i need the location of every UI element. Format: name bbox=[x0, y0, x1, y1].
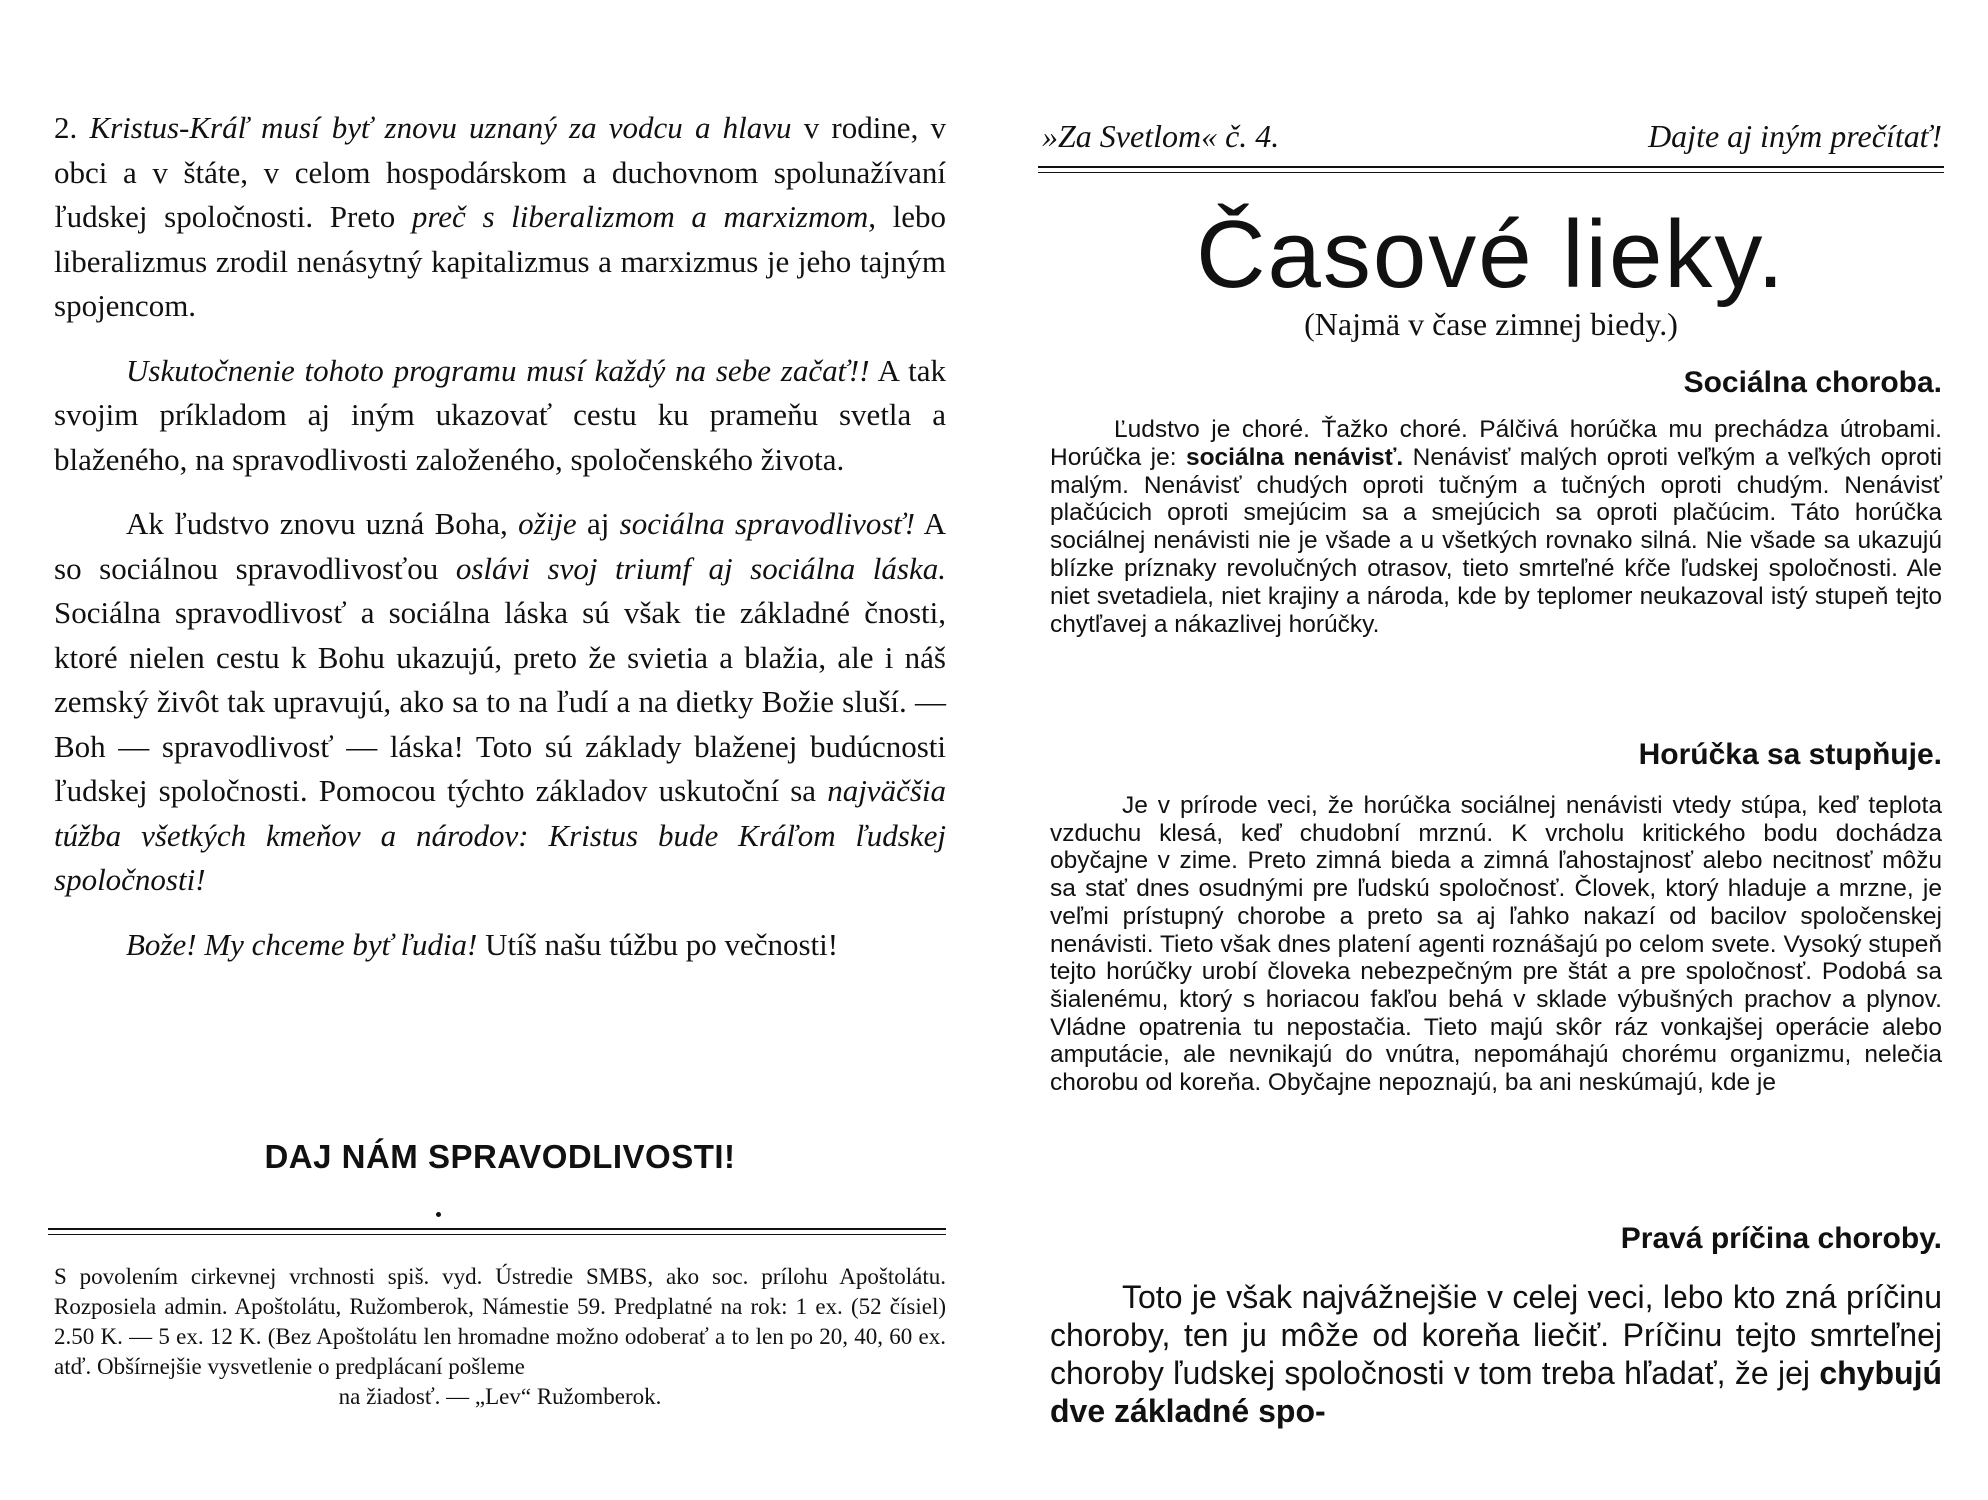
section-paragraph-3 bbox=[1050, 1278, 1942, 1430]
left-paragraph-3 bbox=[54, 502, 946, 903]
section-paragraph-1 bbox=[1050, 416, 1942, 638]
imprint-last-line: na žiadosť. — „Lev“ Ružomberok. bbox=[338, 1384, 662, 1409]
text-run: Utíš našu túžbu po večnosti! bbox=[477, 926, 839, 962]
section-paragraph-2 bbox=[1050, 792, 1942, 1097]
text-run: aj bbox=[576, 506, 620, 541]
text-run: Je v prírode veci, že horúčka sociálnej nenávisti vtedy stúpa, keď teplota vzduchu klesá, keď chudobní mrznú. K vrcholu kritického bodu dochádza obyčajne v zime. Preto zimná bieda a zimná ľahostajnosť alebo necitnosť môžu sa stať dnes osudnými pre ľudskú spoločnosť. Človek, ktorý hladuje a mrzne, je veľmi prístupný chorobe a preto sa aj ľahko nakazí od bacilov spoločenskej nenávisti. Tieto však dnes platení agenti roznášajú po celom svete. Vysoký stupeň tejto horúčky urobí človeka nebezpečným pre štát a pre spoločnosť. Podobá sa šialenému, ktorý s horiacou fakľou behá v sklade výbušných prachov a plynov. Vládne opatrenia tu nepostačia. Tieto majú skôr ráz vonkajšej operácie alebo amputácie, ale nevnikajú do vnútra, nepomáhajú chorému organizmu, nelečia chorobu od koreňa. Obyčajne nepoznajú, ba ani neskúmajú, kde je bbox=[1050, 792, 1942, 1097]
text-run: preč s liberalizmom a marxizmom, bbox=[411, 199, 876, 234]
section-heading-1: Sociálna choroba. bbox=[1683, 366, 1942, 399]
text-run: Ak ľudstvo znovu uzná Boha, bbox=[126, 506, 519, 541]
text-run: v rodine, v obci a v štáte, v celom hospodárskom a duchovnom spolunažívaní ľudskej spoločnosti. Preto bbox=[54, 110, 946, 234]
text-run: Toto je však najvážnejšie v celej veci, lebo kto zná príčinu choroby, ten ju môže od koreňa liečiť. Príčinu tejto smrteľnej choroby ľudskej spoločnosti v tom treba hľadať, že jej bbox=[1050, 1279, 1942, 1391]
left-closing-title: DAJ NÁM SPRAVODLIVOSTI! bbox=[264, 1138, 736, 1175]
text-run: 2. bbox=[54, 110, 90, 145]
text-run: A tak svojim príkladom aj iným ukazovať cestu ku prameňu svetla a blaženého, na spravodlivosti založeného, spoločenského života. bbox=[54, 352, 947, 477]
share-note: Dajte aj iným prečítať! bbox=[1648, 118, 1942, 154]
text-run: Uskutočnenie tohoto programu musí každý na sebe začať!! bbox=[126, 352, 870, 388]
article-title: Časové lieky. bbox=[1196, 201, 1786, 308]
header-rule-top bbox=[1038, 166, 1944, 168]
header-rule-bottom bbox=[1038, 172, 1944, 173]
article-subtitle: (Najmä v čase zimnej biedy.) bbox=[1304, 306, 1678, 342]
text-run: sociálna spravodlivosť! bbox=[619, 506, 916, 541]
text-run: oslávi svoj triumf aj sociálna láska. bbox=[455, 550, 946, 586]
text-run: chybujú dve základné spo- bbox=[1050, 1355, 1942, 1429]
left-paragraph-2 bbox=[54, 349, 946, 483]
right-page bbox=[994, 0, 1988, 1500]
text-run: A so sociálnou spravodlivosťou bbox=[54, 506, 947, 586]
text-run: Bože! My chceme byť ľudia! bbox=[126, 926, 478, 962]
section-heading-2: Horúčka sa stupňuje. bbox=[1638, 738, 1942, 771]
section-heading-3: Pravá príčina choroby. bbox=[1620, 1222, 1942, 1255]
left-body bbox=[54, 106, 946, 967]
left-paragraph-1 bbox=[54, 106, 946, 329]
text-run: Ľudstvo je choré. Ťažko choré. Pálčivá horúčka mu prechádza útrobami. Horúčka je: bbox=[1050, 416, 1942, 471]
text-run: najväčšia túžba všetkých kmeňov a národov: Kristus bude Kráľom ľudskej spoločnosti! bbox=[54, 773, 946, 897]
footer-rule-bottom bbox=[48, 1234, 946, 1235]
text-run: Nenávisť malých oproti veľkým a veľkých oproti malým. Nenávisť chudých oproti tučným a tučných oproti chudým. Nenávisť plačúcich oproti smejúcim sa a smejúcich sa oproti plačúcim. Táto horúčka sociálnej nenávisti nie je všade a u všetkých rovnako silná. Nie všade sa ukazujú blízke príznaky revolučných otrasov, tieto smrteľné kŕče ľudskej spoločnosti. Ale niet svetadiela, niet krajiny a národa, kde by teplomer neukazoval istý stupeň tejto chytľavej a nákazlivej horúčky. bbox=[1050, 443, 1942, 638]
text-run: lebo liberalizmus zrodil nenásytný kapitalizmus a marxizmus je jeho tajným spojencom. bbox=[54, 199, 946, 323]
text-run: ožije bbox=[518, 506, 577, 541]
text-run: Kristus-Kráľ musí byť znovu uznaný za vodcu a hlavu bbox=[89, 110, 792, 145]
imprint-note bbox=[54, 1262, 946, 1412]
issue-label: »Za Svetlom« č. 4. bbox=[1042, 118, 1280, 154]
ornament-dot bbox=[436, 1212, 441, 1217]
text-run: sociálna nenávisť. bbox=[1185, 443, 1404, 471]
footer-rule-top bbox=[48, 1228, 946, 1230]
left-paragraph-4 bbox=[54, 923, 946, 968]
text-run: Sociálna spravodlivosť a sociálna láska sú však tie základné čnosti, ktoré nielen cestu k Bohu ukazujú, preto že svietia a blažia, ale i náš zemský živôt tak upravujú, ako sa to na ľudí a na dietky Božie sluší. — Boh — spravodlivosť — láska! Toto sú základy blaženej budúcnosti ľudskej spoločnosti. Pomocou týchto základov uskutoční sa bbox=[54, 595, 946, 808]
imprint-text: S povolením cirkevnej vrchnosti spiš. vyd. Ústredie SMBS, ako soc. prílohu Apoštolátu. Rozposiela admin. Apoštolátu, Ružomberok, Námestie 59. Predplatné na rok: 1 ex. (52 čísiel) 2.50 K. — 5 ex. 12 K. (Bez Apoštolátu len hromadne možno odoberať a to len po 20, 40, 60 ex. atď. Obšírnejšie vysvetlenie o predplácaní pošleme bbox=[54, 1264, 946, 1379]
